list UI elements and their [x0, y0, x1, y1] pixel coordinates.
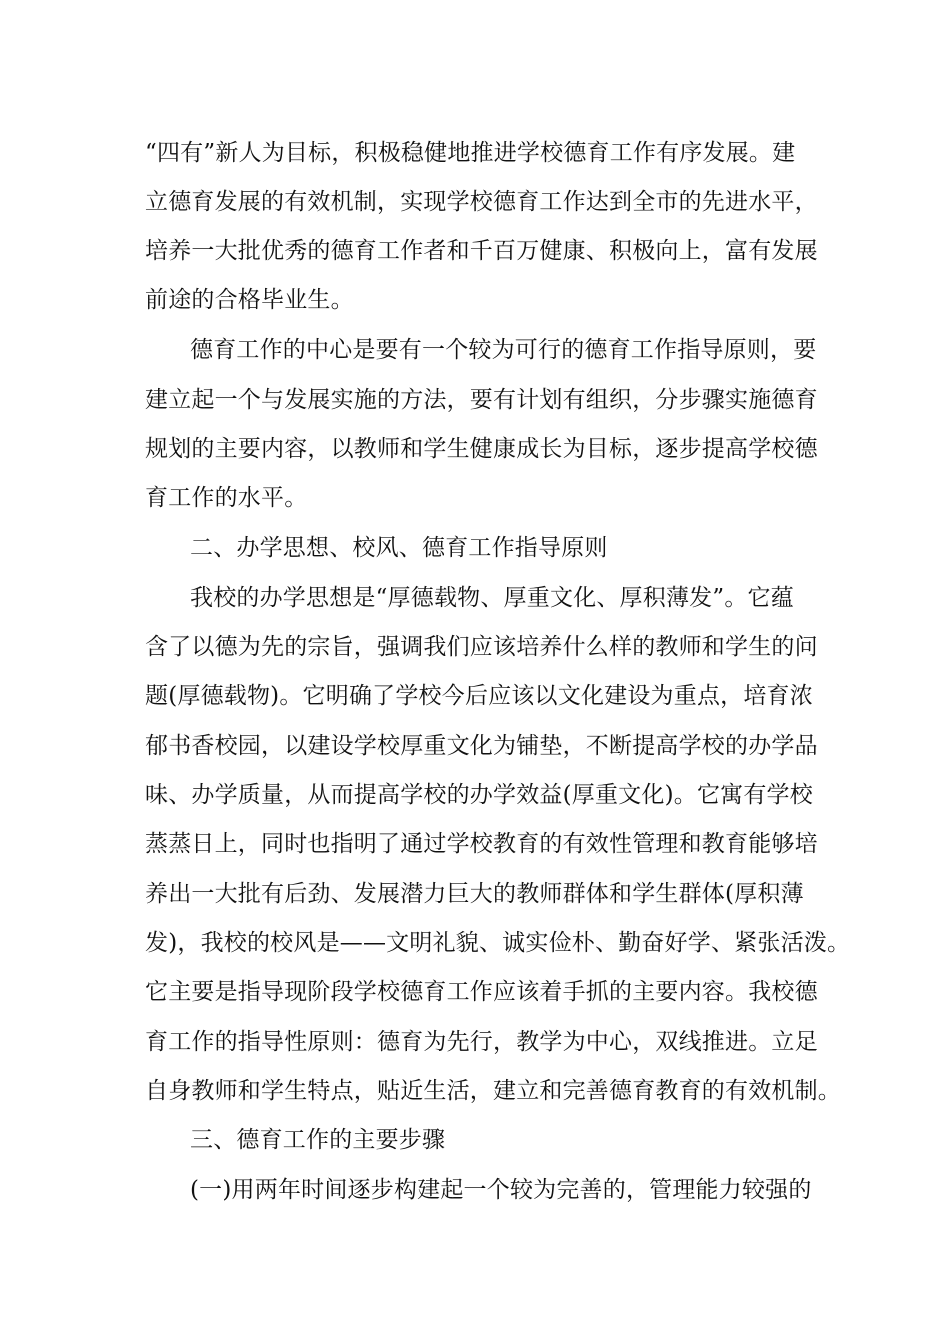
text-line: “四有”新人为目标，积极稳健地推进学校德育工作有序发展。建 — [145, 140, 796, 166]
text-line: 培养一大批优秀的德育工作者和千百万健康、积极向上，富有发展 — [145, 238, 818, 264]
text-line: 建立起一个与发展实施的方法，要有计划有组织，分步骤实施德育 — [145, 387, 818, 413]
text-line: 味、办学质量，从而提高学校的办学效益(厚重文化)。它寓有学校 — [145, 782, 813, 808]
paragraph-first-line: 我校的办学思想是“厚德载物、厚重文化、厚积薄发”。它蕴 — [190, 585, 794, 611]
text-line: 育工作的水平。 — [145, 485, 308, 511]
text-line: 蒸蒸日上，同时也指明了通过学校教育的有效性管理和教育能够培 — [145, 831, 818, 857]
section-heading: 三、德育工作的主要步骤 — [190, 1127, 446, 1153]
section-heading: 二、办学思想、校风、德育工作指导原则 — [190, 535, 608, 561]
text-line: 郁书香校园，以建设学校厚重文化为铺垫，不断提高学校的办学品 — [145, 733, 818, 759]
paragraph-first-line: (一)用两年时间逐步构建起一个较为完善的，管理能力较强的 — [190, 1177, 812, 1203]
text-line: 自身教师和学生特点，贴近生活，建立和完善德育教育的有效机制。 — [145, 1078, 841, 1104]
text-line: 发)，我校的校风是——文明礼貌、诚实俭朴、勤奋好学、紧张活泼。 — [145, 930, 851, 956]
text-line: 含了以德为先的宗旨，强调我们应该培养什么样的教师和学生的问 — [145, 634, 818, 660]
text-line: 立德育发展的有效机制，实现学校德育工作达到全市的先进水平， — [145, 189, 818, 215]
text-line: 题(厚德载物)。它明确了学校今后应该以文化建设为重点，培育浓 — [145, 683, 813, 709]
text-line: 它主要是指导现阶段学校德育工作应该着手抓的主要内容。我校德 — [145, 979, 818, 1005]
text-line: 规划的主要内容，以教师和学生健康成长为目标，逐步提高学校德 — [145, 436, 818, 462]
text-line: 养出一大批有后劲、发展潜力巨大的教师群体和学生群体(厚积薄 — [145, 881, 804, 907]
paragraph-first-line: 德育工作的中心是要有一个较为可行的德育工作指导原则，要 — [190, 337, 817, 363]
text-line: 育工作的指导性原则：德育为先行，教学为中心，双线推进。立足 — [145, 1029, 818, 1055]
text-line: 前途的合格毕业生。 — [145, 287, 354, 313]
